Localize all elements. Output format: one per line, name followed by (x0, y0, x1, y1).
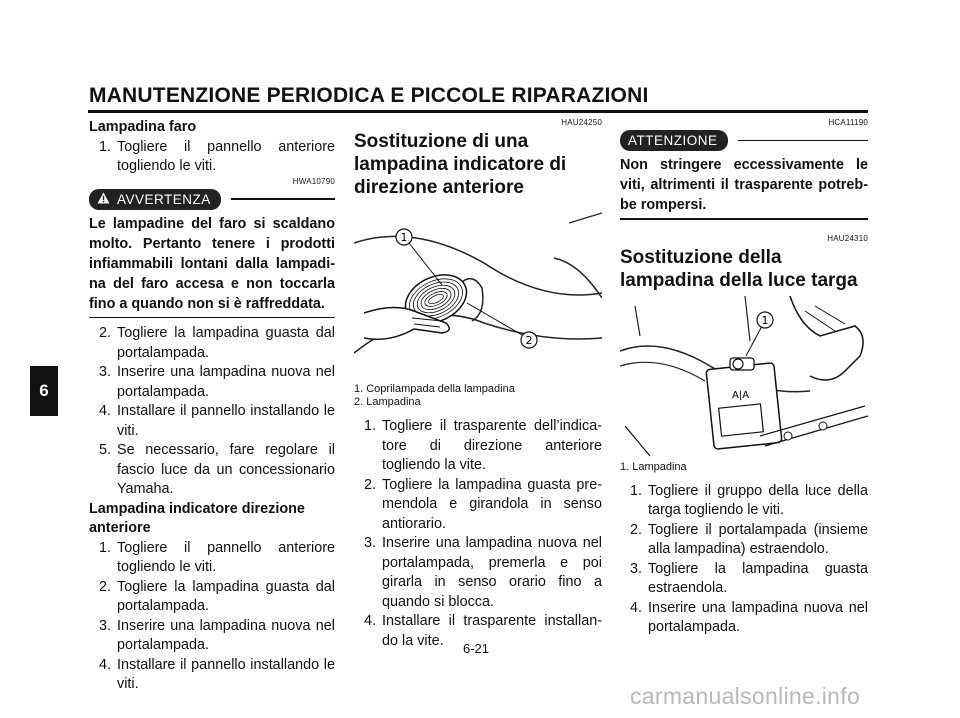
steps-headlight-a (89, 138, 335, 177)
column-left (89, 118, 335, 695)
step-item (89, 539, 335, 578)
step-number: 4. (363, 613, 376, 629)
caution-badge (620, 130, 728, 151)
section-title-front-indicator: Sostituzione di una lampadina indicatore di direzione anteriore (354, 131, 567, 198)
caution-label: ATTENZIONE (628, 133, 718, 148)
step-item (354, 476, 602, 535)
step-number: 1. (629, 482, 642, 499)
step-text: Togliere il trasparente dell’indica-tore di direzione anteriore togliendo la vite. (382, 418, 602, 473)
step-item (354, 417, 602, 476)
column-middle (354, 118, 602, 651)
callout-1: 1 (400, 231, 408, 244)
steps-front-indicator-replace (354, 417, 602, 651)
step-item (620, 482, 868, 521)
warning-triangle-icon (97, 190, 110, 209)
figure-plate-light (620, 296, 868, 461)
step-number: 3. (363, 535, 376, 551)
step-number: 1. (98, 539, 111, 556)
step-item (354, 534, 602, 612)
step-text: Togliere il gruppo della luce della targa togliendo le viti. (648, 482, 868, 518)
step-item (89, 617, 335, 656)
step-number: 4. (98, 403, 111, 419)
header-rule (88, 110, 868, 113)
caution-header (620, 130, 868, 151)
warning-badge (89, 189, 221, 210)
step-text: Se necessario, fare regolare il fascio luce da un concessionario Yamaha. (117, 442, 335, 497)
step-text: Inserire una lampadina nuova nel portalampada. (117, 617, 335, 653)
step-item (89, 656, 335, 695)
step-text: Togliere il pannello anteriore togliendo le viti. (117, 539, 335, 575)
step-text: Togliere la lampadina guasta dal portalampada. (117, 578, 335, 614)
page-header-title: MANUTENZIONE PERIODICA E PICCOLE RIPARAZIONI (89, 84, 649, 107)
caption-plate-1: 1. Lampadina (620, 460, 687, 473)
step-number: 4. (98, 656, 111, 673)
step-text: Installare il pannello installando le viti. (117, 403, 335, 439)
warning-end-rule (89, 317, 335, 319)
step-text: Togliere la lampadina guasta estraendola. (648, 560, 868, 596)
step-text: Inserire una lampadina nuova nel portalampada. (648, 599, 868, 635)
callout-2: 2 (525, 334, 533, 347)
step-number: 1. (98, 138, 111, 155)
steps-plate-light (620, 482, 868, 638)
step-number: 3. (98, 364, 111, 380)
step-text: Inserire una lampadina nuova nel portalampada, premerla e poi girarla in senso orario fino a quando si blocca. (382, 535, 602, 610)
step-item (89, 441, 335, 500)
step-number: 5. (98, 442, 111, 458)
section-heading-front-indicator: Lampadina indicatore direzione anteriore (89, 500, 305, 536)
step-number: 4. (629, 599, 642, 616)
caution-code: HCA11190 (828, 118, 868, 127)
steps-front-indicator (89, 539, 335, 695)
step-number: 3. (98, 617, 111, 634)
section-code-plate: HAU24310 (827, 233, 868, 243)
caption-1: 1. Coprilampada della lampadina (354, 383, 515, 395)
step-text: Togliere il portalampada (insieme alla lampadina) estraendolo. (648, 521, 868, 557)
step-item (89, 578, 335, 617)
caution-rule (738, 140, 868, 142)
step-number: 2. (98, 578, 111, 595)
step-item (620, 599, 868, 638)
svg-text:A|A: A|A (732, 389, 750, 401)
caution-end-rule (620, 218, 868, 220)
step-number: 2. (629, 521, 642, 538)
watermark: carmanualsonline.info (630, 683, 861, 709)
step-item (620, 560, 868, 599)
step-item (89, 363, 335, 402)
page-number: 6-21 (463, 641, 490, 656)
step-number: 3. (629, 560, 642, 577)
step-item (89, 138, 335, 177)
warning-header (89, 189, 335, 210)
step-item (89, 324, 335, 363)
column-right (620, 118, 868, 638)
step-text: Togliere la lampadina guasta pre-mendola e girandola in senso antiorario. (382, 476, 602, 532)
caption-2: 2. Lampadina (354, 396, 421, 408)
step-number: 2. (363, 476, 376, 493)
step-text: Installare il pannello installando le viti. (117, 656, 335, 692)
step-item (89, 402, 335, 441)
warning-label: AVVERTENZA (117, 191, 211, 207)
step-text: Togliere la lampadina guasta dal portalampada. (117, 325, 335, 361)
warning-rule (231, 198, 335, 200)
step-number: 1. (363, 418, 376, 434)
chapter-tab: 6 (30, 366, 58, 416)
step-text: Installare il trasparente installan-do la vite. (382, 613, 602, 649)
caution-text: Non stringere eccessivamente le viti, altrimenti il trasparente potreb-be rompersi. (620, 157, 868, 213)
callout-plate-1: 1 (761, 313, 769, 327)
steps-headlight-b (89, 324, 335, 500)
step-text: Inserire una lampadina nuova nel portalampada. (117, 364, 335, 400)
step-item (620, 521, 868, 560)
step-text: Togliere il pannello anteriore togliendo le viti. (117, 138, 335, 174)
section-title-plate-light: Sostituzione della lampadina della luce targa (620, 246, 858, 291)
figure-front-indicator (354, 203, 602, 383)
step-number: 2. (98, 325, 111, 341)
section-heading-headlight: Lampadina faro (89, 119, 197, 135)
section-code: HAU24250 (561, 118, 602, 127)
warning-text: Le lampadine del faro si scaldano molto. Pertanto tenere i prodotti infiammabili lontani dalla lampadi-na del faro accesa e non toccarla fino a quando non si è raffreddata. (89, 215, 335, 312)
warning-code: HWA10790 (292, 176, 335, 186)
